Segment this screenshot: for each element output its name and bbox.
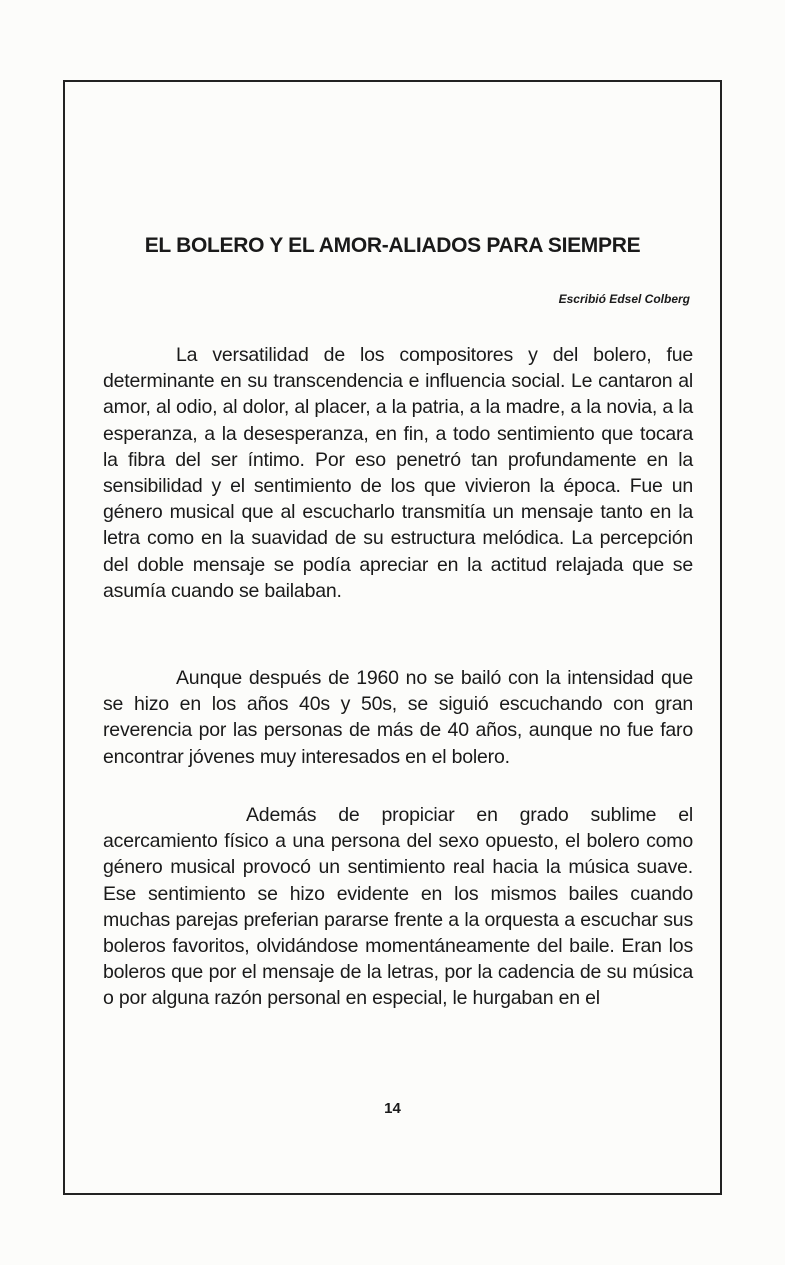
author-byline: Escribió Edsel Colberg — [558, 292, 690, 306]
paragraph-1: La versatilidad de los compositores y del bolero, fue determinante en su transcendencia e influencia social. Le cantaron al amor, al odio, al dolor, al placer, a la patria, a la madre, a la novia, a la esperanza, a la desesperanza, en fin, a todo sentimiento que tocara la fibra del ser íntimo. Por eso penetró tan profundamente en la sensibilidad y el sentimiento de los que vivieron la época. Fue un género musical que al escucharlo transmitía un mensaje tanto en la letra como en la suavidad de su estructura melódica. La percepción del doble mensaje se podía apreciar en la actitud relajada que se asumía cuando se bailaban. — [103, 344, 693, 602]
article-title: EL BOLERO Y EL AMOR-ALIADOS PARA SIEMPRE — [144, 234, 641, 257]
paragraph-3: Además de propiciar en grado sublime el acercamiento físico a una persona del sexo opuesto, el bolero como género musical provocó un sentimiento real hacia la música suave. Ese sentimiento se hizo evidente en los mismos bailes cuando muchas parejas preferian pararse frente a la orquesta a escuchar sus boleros favoritos, olvidándose momentáneamente del baile. Eran los boleros que por el mensaje de la letras, por la cadencia de su música o por alguna razón personal en especial, le hurgaban en el — [103, 804, 693, 1010]
paragraph-2: Aunque después de 1960 no se bailó con la intensidad que se hizo en los años 40s y 50s, se siguió escuchando con gran reverencia por las personas de más de 40 años, aunque no fue faro encontrar jóvenes muy interesados en el bolero. — [103, 667, 693, 768]
page-frame — [63, 80, 722, 1195]
page-number: 14 — [384, 1100, 401, 1117]
